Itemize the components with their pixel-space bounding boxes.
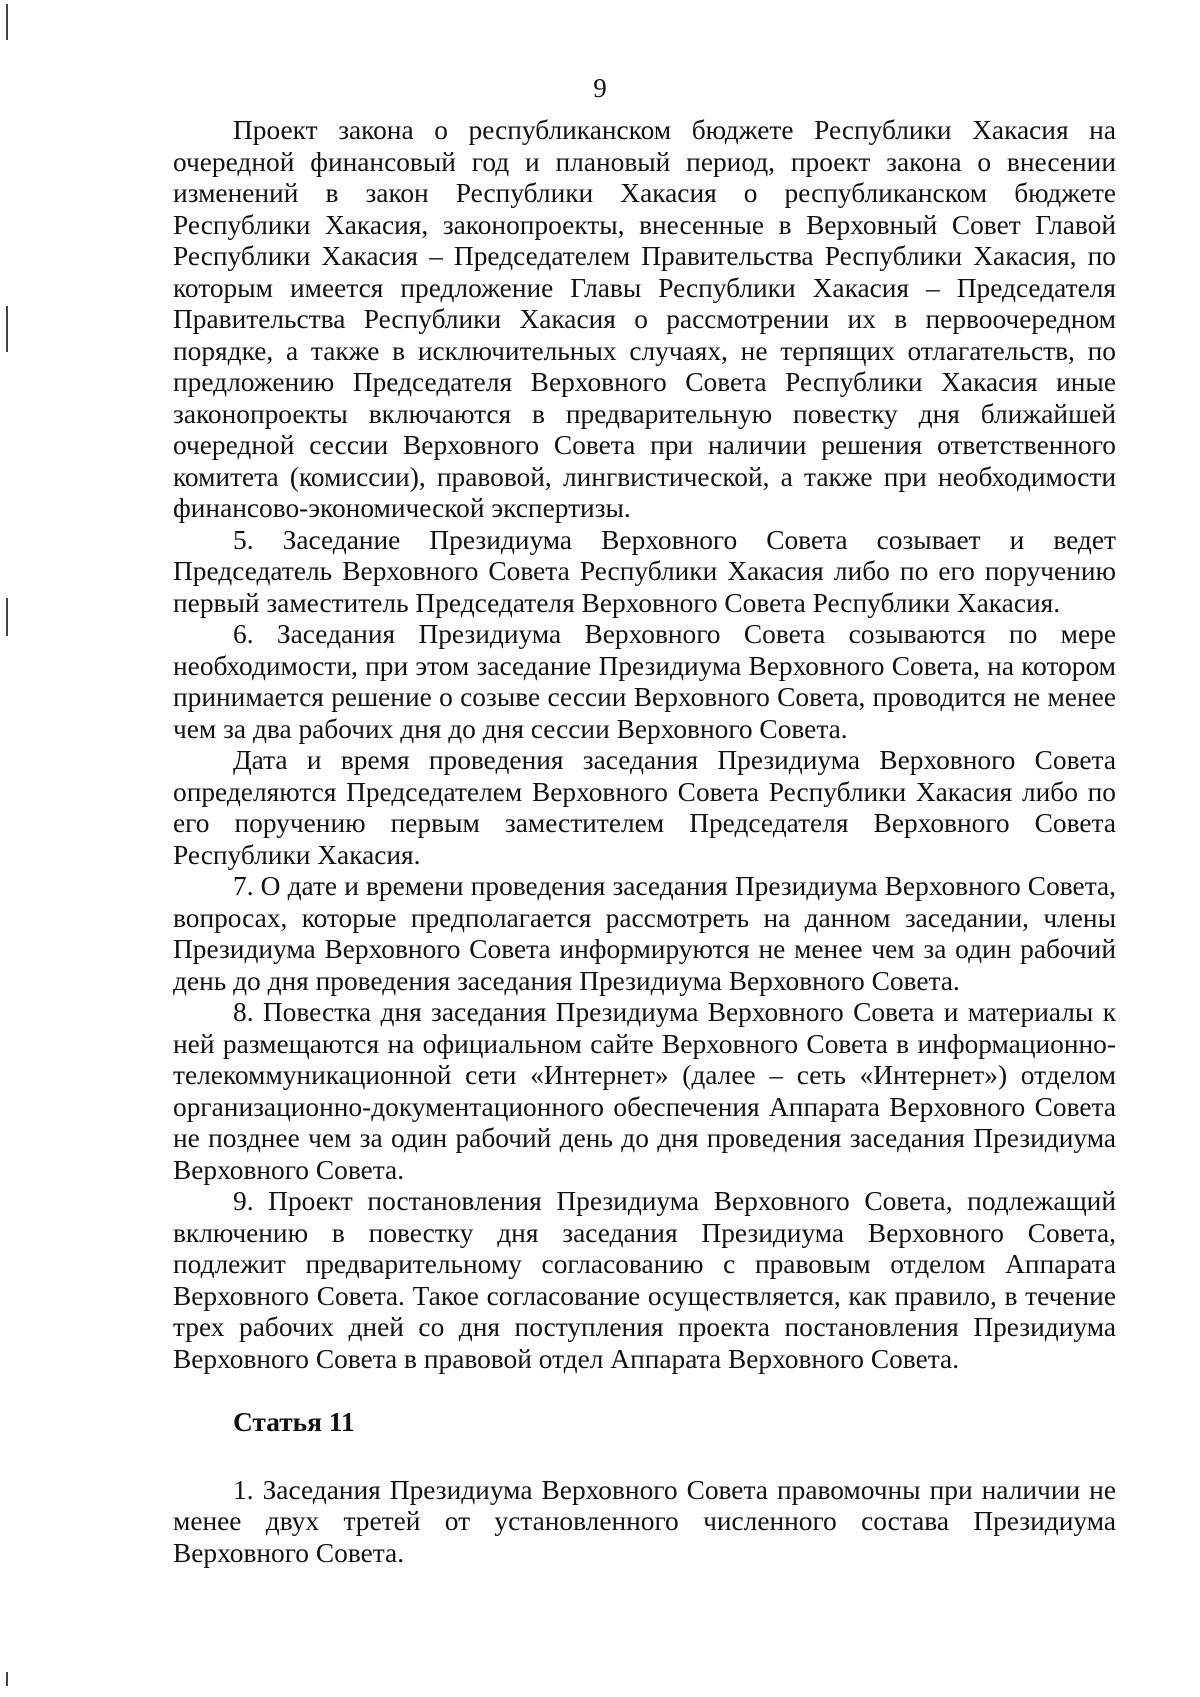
scan-edge-mark [6, 306, 8, 352]
paragraph: 8. Повестка дня заседания Президиума Верховного Совета и материалы к ней размещаются на официальном сайте Верховного Совета в информационно-телекоммуникационной сети «Интернет» (далее – сеть «Интернет») отделом организационно-документационного обеспечения Аппарата Верховного Совета не позднее чем за один рабочий день до дня проведения заседания Президиума Верховного Совета. [173, 997, 1116, 1185]
scan-edge-mark [6, 1672, 8, 1686]
paragraph: Дата и время проведения заседания Президиума Верховного Совета определяются Председателем Верховного Совета Республики Хакасия либо по его поручению первым заместителем Председателя Верховного Совета Республики Хакасия. [173, 745, 1116, 870]
paragraph: 6. Заседания Президиума Верховного Совета созываются по мере необходимости, при этом заседание Президиума Верховного Совета, на котором принимается решение о созыве сессии Верховного Совета, проводится не менее чем за два рабочих дня до дня сессии Верховного Совета. [173, 619, 1116, 744]
paragraph: 9. Проект постановления Президиума Верховного Совета, подлежащий включению в повестку дня заседания Президиума Верховного Совета, подлежит предварительному согласованию с правовым отделом Аппарата Верховного Совета. Такое согласование осуществляется, как правило, в течение трех рабочих дней со дня поступления проекта постановления Президиума Верховного Совета в правовой отдел Аппарата Верховного Совета. [173, 1186, 1116, 1374]
page-number: 9 [593, 73, 607, 103]
paragraph: 1. Заседания Президиума Верховного Совета правомочны при наличии не менее двух третей от установленного численного состава Президиума Верховного Совета. [173, 1474, 1116, 1568]
document-body [173, 115, 1116, 1569]
article-heading: Статья 11 [233, 1407, 355, 1437]
paragraph: 7. О дате и времени проведения заседания Президиума Верховного Совета, вопросах, которые предполагается рассмотреть на данном заседании, члены Президиума Верховного Совета информируются не менее чем за один рабочий день до дня проведения заседания Президиума Верховного Совета. [173, 871, 1116, 996]
paragraph: Проект закона о республиканском бюджете Республики Хакасия на очередной финансовый год и плановый период, проект закона о внесении изменений в закон Республики Хакасия о республиканском бюджете Республики Хакасия, законопроекты, внесенные в Верховный Совет Главой Республики Хакасия – Председателем Правительства Республики Хакасия, по которым имеется предложение Главы Республики Хакасия – Председателя Правительства Республики Хакасия о рассмотрении их в первоочередном порядке, а также в исключительных случаях, не терпящих отлагательств, по предложению Председателя Верховного Совета Республики Хакасия иные законопроекты включаются в предварительную повестку дня ближайшей очередной сессии Верховного Совета при наличии решения ответственного комитета (комиссии), правовой, лингвистической, а также при необходимости финансово-экономической экспертизы. [173, 115, 1116, 523]
scan-edge-mark [6, 598, 8, 636]
paragraph: 5. Заседание Президиума Верховного Совета созывает и ведет Председатель Верховного Совета Республики Хакасия либо по его поручению первый заместитель Председателя Верховного Совета Республики Хакасия. [173, 524, 1116, 618]
scan-edge-mark [6, 4, 8, 40]
